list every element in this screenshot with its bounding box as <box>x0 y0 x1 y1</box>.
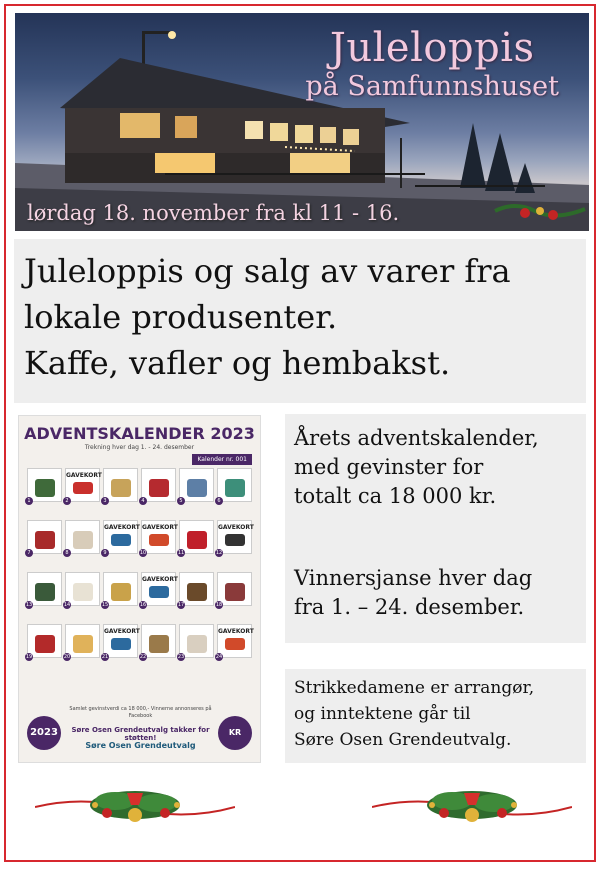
knit-prize-icon <box>35 635 55 653</box>
intro-panel <box>14 239 586 403</box>
calendar-cell-15 <box>103 572 138 606</box>
calendar-gavekort-label: GAVEKORT <box>104 628 140 635</box>
star-prize-icon <box>111 479 131 497</box>
calendar-cell-5 <box>179 468 214 502</box>
calendar-cell-14 <box>65 572 100 606</box>
calendar-cell-9 <box>103 520 138 554</box>
info1-line2: med gevinster for <box>294 455 484 479</box>
photo-prize-icon <box>187 479 207 497</box>
sweater-prize-icon <box>73 531 93 549</box>
knit-prize-icon <box>35 583 55 601</box>
calendar-cell-number: 16 <box>139 602 147 608</box>
calendar-cell-number: 20 <box>63 654 71 660</box>
calendar-cell-number: 17 <box>177 602 185 608</box>
intro-line3: Kaffe, vafler og hembakst. <box>24 344 451 382</box>
calendar-cell-number: 15 <box>101 602 109 608</box>
calendar-gavekort-label: GAVEKORT <box>218 628 254 635</box>
socks-prize-icon <box>225 583 245 601</box>
calendar-thanks: Søre Osen Grendeutvalg takker for støtten! <box>71 726 210 742</box>
gift-card-icon <box>225 534 245 546</box>
calendar-year-badge: 2023 <box>27 716 61 750</box>
calendar-cell-8 <box>65 520 100 554</box>
calendar-gavekort-label: GAVEKORT <box>218 524 254 531</box>
gift-card-icon <box>149 534 169 546</box>
info1-line5: fra 1. – 24. desember. <box>294 595 525 619</box>
calendar-cell-1 <box>27 468 62 502</box>
tree-prize-icon <box>73 635 93 653</box>
sock-prize-icon <box>149 479 169 497</box>
calendar-cell-6 <box>217 468 252 502</box>
gift-card-icon <box>111 534 131 546</box>
calendar-gavekort-label: GAVEKORT <box>104 524 140 531</box>
calendar-cell-number: 18 <box>215 602 223 608</box>
calendar-cell-2 <box>65 468 100 502</box>
info1-line3: totalt ca 18 000 kr. <box>294 484 497 508</box>
calendar-number: Kalender nr. 001 <box>192 454 252 465</box>
socks-prize-icon <box>225 479 245 497</box>
tree-prize-icon <box>35 479 55 497</box>
hero-title <box>305 25 559 103</box>
calendar-cell-11 <box>179 520 214 554</box>
intro-line2: lokale produsenter. <box>24 298 338 336</box>
calendar-cell-number: 11 <box>177 550 185 556</box>
calendar-cell-number: 9 <box>101 549 109 557</box>
calendar-cell-19 <box>27 624 62 658</box>
calendar-logo-text: Søre Osen Grendeutvalg <box>85 741 196 750</box>
knit-prize-icon <box>187 635 207 653</box>
intro-line1: Juleloppis og salg av varer fra <box>24 252 511 290</box>
calendar-cell-number: 12 <box>215 550 223 556</box>
calendar-cell-23 <box>179 624 214 658</box>
calendar-subtitle: Trekning hver dag 1. - 24. desember <box>84 444 195 451</box>
hero-title-line1: Juleloppis <box>329 25 535 71</box>
gift-card-icon <box>111 638 131 650</box>
calendar-small-text: Samlet gevinstverdi ca 18 000,- Vinnerne annonseres på Facebook <box>69 706 212 719</box>
calendar-cell-number: 21 <box>101 654 109 660</box>
calendar-cell-number: 8 <box>63 549 71 557</box>
calendar-cell-number: 24 <box>215 654 223 660</box>
garland-right-icon <box>372 785 572 835</box>
knit-prize-icon <box>73 583 93 601</box>
calendar-cell-number: 7 <box>25 549 33 557</box>
info2-line1: Strikkedamene er arrangør, <box>294 678 535 698</box>
calendar-cell-22 <box>141 624 176 658</box>
calendar-cell-16 <box>141 572 176 606</box>
box-prize-icon <box>187 583 207 601</box>
hero-date: lørdag 18. november fra kl 11 - 16. <box>27 201 400 225</box>
calendar-cell-12 <box>217 520 252 554</box>
calendar-title: ADVENTSKALENDER 2023 <box>24 424 255 443</box>
info1-line1: Årets adventskalender, <box>294 426 539 450</box>
calendar-cell-number: 2 <box>63 497 71 505</box>
knit-prize-icon <box>187 531 207 549</box>
calendar-gavekort-label: GAVEKORT <box>142 576 178 583</box>
calendar-gavekort-label: GAVEKORT <box>66 472 102 479</box>
calendar-cell-24 <box>217 624 252 658</box>
gift-card-icon <box>73 482 93 494</box>
calendar-cell-number: 1 <box>25 497 33 505</box>
cake-prize-icon <box>35 531 55 549</box>
info2-line3: Søre Osen Grendeutvalg. <box>294 730 512 750</box>
calendar-cell-number: 3 <box>101 497 109 505</box>
calendar-price-badge: KR 150,- <box>218 716 252 750</box>
calendar-cell-number: 22 <box>139 654 147 660</box>
hero-title-line2: på Samfunnshuset <box>305 71 559 102</box>
calendar-cell-number: 13 <box>25 602 33 608</box>
calendar-cell-number: 23 <box>177 654 185 660</box>
hero-banner <box>15 13 589 231</box>
calendar-cell-number: 4 <box>139 497 147 505</box>
calendar-cell-20 <box>65 624 100 658</box>
calendar-cell-7 <box>27 520 62 554</box>
info2-line2: og inntektene går til <box>294 704 471 724</box>
calendar-cell-4 <box>141 468 176 502</box>
gift-card-icon <box>225 638 245 650</box>
gift-card-icon <box>149 586 169 598</box>
advent-calendar-image <box>18 415 261 771</box>
calendar-cell-3 <box>103 468 138 502</box>
calendar-cell-21 <box>103 624 138 658</box>
calendar-cell-number: 5 <box>177 497 185 505</box>
calendar-cell-10 <box>141 520 176 554</box>
calendar-gavekort-label: GAVEKORT <box>142 524 178 531</box>
garland-left-icon <box>35 785 235 835</box>
calendar-cell-number: 10 <box>139 550 147 556</box>
calendar-cell-number: 6 <box>215 497 223 505</box>
food-prize-icon <box>111 583 131 601</box>
calendar-cell-number: 19 <box>25 654 33 660</box>
info1-line4: Vinnersjanse hver dag <box>294 566 533 590</box>
calendar-cell-18 <box>217 572 252 606</box>
calendar-cell-17 <box>179 572 214 606</box>
food-prize-icon <box>149 635 169 653</box>
calendar-cell-number: 14 <box>63 602 71 608</box>
info-panel-organizer <box>285 669 586 763</box>
calendar-cell-13 <box>27 572 62 606</box>
info-panel-calendar <box>285 414 586 643</box>
